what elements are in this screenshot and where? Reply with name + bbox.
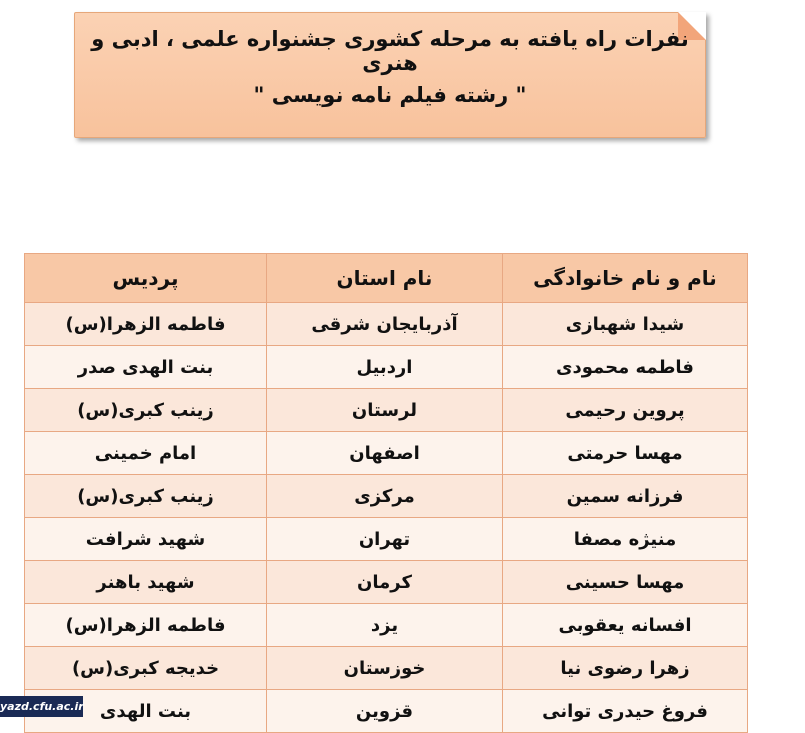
cell-campus: بنت الهدی صدر — [25, 346, 267, 389]
header-campus: پردیس — [25, 254, 267, 303]
cell-name: مهسا حرمتی — [503, 432, 748, 475]
cell-name: فرزانه سمین — [503, 475, 748, 518]
cell-name: مهسا حسینی — [503, 561, 748, 604]
table-row — [25, 604, 748, 647]
cell-province: اصفهان — [267, 432, 503, 475]
cell-campus: زینب کبری(س) — [25, 475, 267, 518]
results-table — [24, 253, 748, 733]
header-province: نام استان — [267, 254, 503, 303]
table-row — [25, 389, 748, 432]
cell-name: فاطمه محمودی — [503, 346, 748, 389]
cell-province: لرستان — [267, 389, 503, 432]
cell-campus: بنت الهدی — [25, 690, 267, 733]
cell-campus: شهید شرافت — [25, 518, 267, 561]
cell-province: مرکزی — [267, 475, 503, 518]
cell-campus: فاطمه الزهرا(س) — [25, 303, 267, 346]
site-watermark: yazd.cfu.ac.ir — [0, 696, 83, 717]
cell-province: خوزستان — [267, 647, 503, 690]
cell-name: پروین رحیمی — [503, 389, 748, 432]
cell-province: اردبیل — [267, 346, 503, 389]
table-row — [25, 346, 748, 389]
table-row — [25, 432, 748, 475]
cell-campus: زینب کبری(س) — [25, 389, 267, 432]
cell-province: کرمان — [267, 561, 503, 604]
cell-campus: خدیجه کبری(س) — [25, 647, 267, 690]
cell-name: منیژه مصفا — [503, 518, 748, 561]
table-row — [25, 518, 748, 561]
table-row — [25, 303, 748, 346]
title-banner — [74, 12, 706, 138]
cell-province: قزوین — [267, 690, 503, 733]
banner-title-line1: نفرات راه یافته به مرحله کشوری جشنواره علمی ، ادبی و هنری — [91, 27, 689, 75]
table-row — [25, 690, 748, 733]
table-row — [25, 475, 748, 518]
cell-name: زهرا رضوی نیا — [503, 647, 748, 690]
cell-name: فروغ حیدری توانی — [503, 690, 748, 733]
cell-name: شیدا شهبازی — [503, 303, 748, 346]
table-row — [25, 561, 748, 604]
cell-name: افسانه یعقوبی — [503, 604, 748, 647]
table-header-row — [25, 254, 748, 303]
cell-campus: امام خمینی — [25, 432, 267, 475]
cell-province: تهران — [267, 518, 503, 561]
cell-province: یزد — [267, 604, 503, 647]
table-row — [25, 647, 748, 690]
cell-campus: شهید باهنر — [25, 561, 267, 604]
cell-campus: فاطمه الزهرا(س) — [25, 604, 267, 647]
header-name: نام و نام خانوادگی — [503, 254, 748, 303]
cell-province: آذربایجان شرقی — [267, 303, 503, 346]
banner-title-line2: " رشته فیلم نامه نویسی " — [253, 83, 527, 107]
